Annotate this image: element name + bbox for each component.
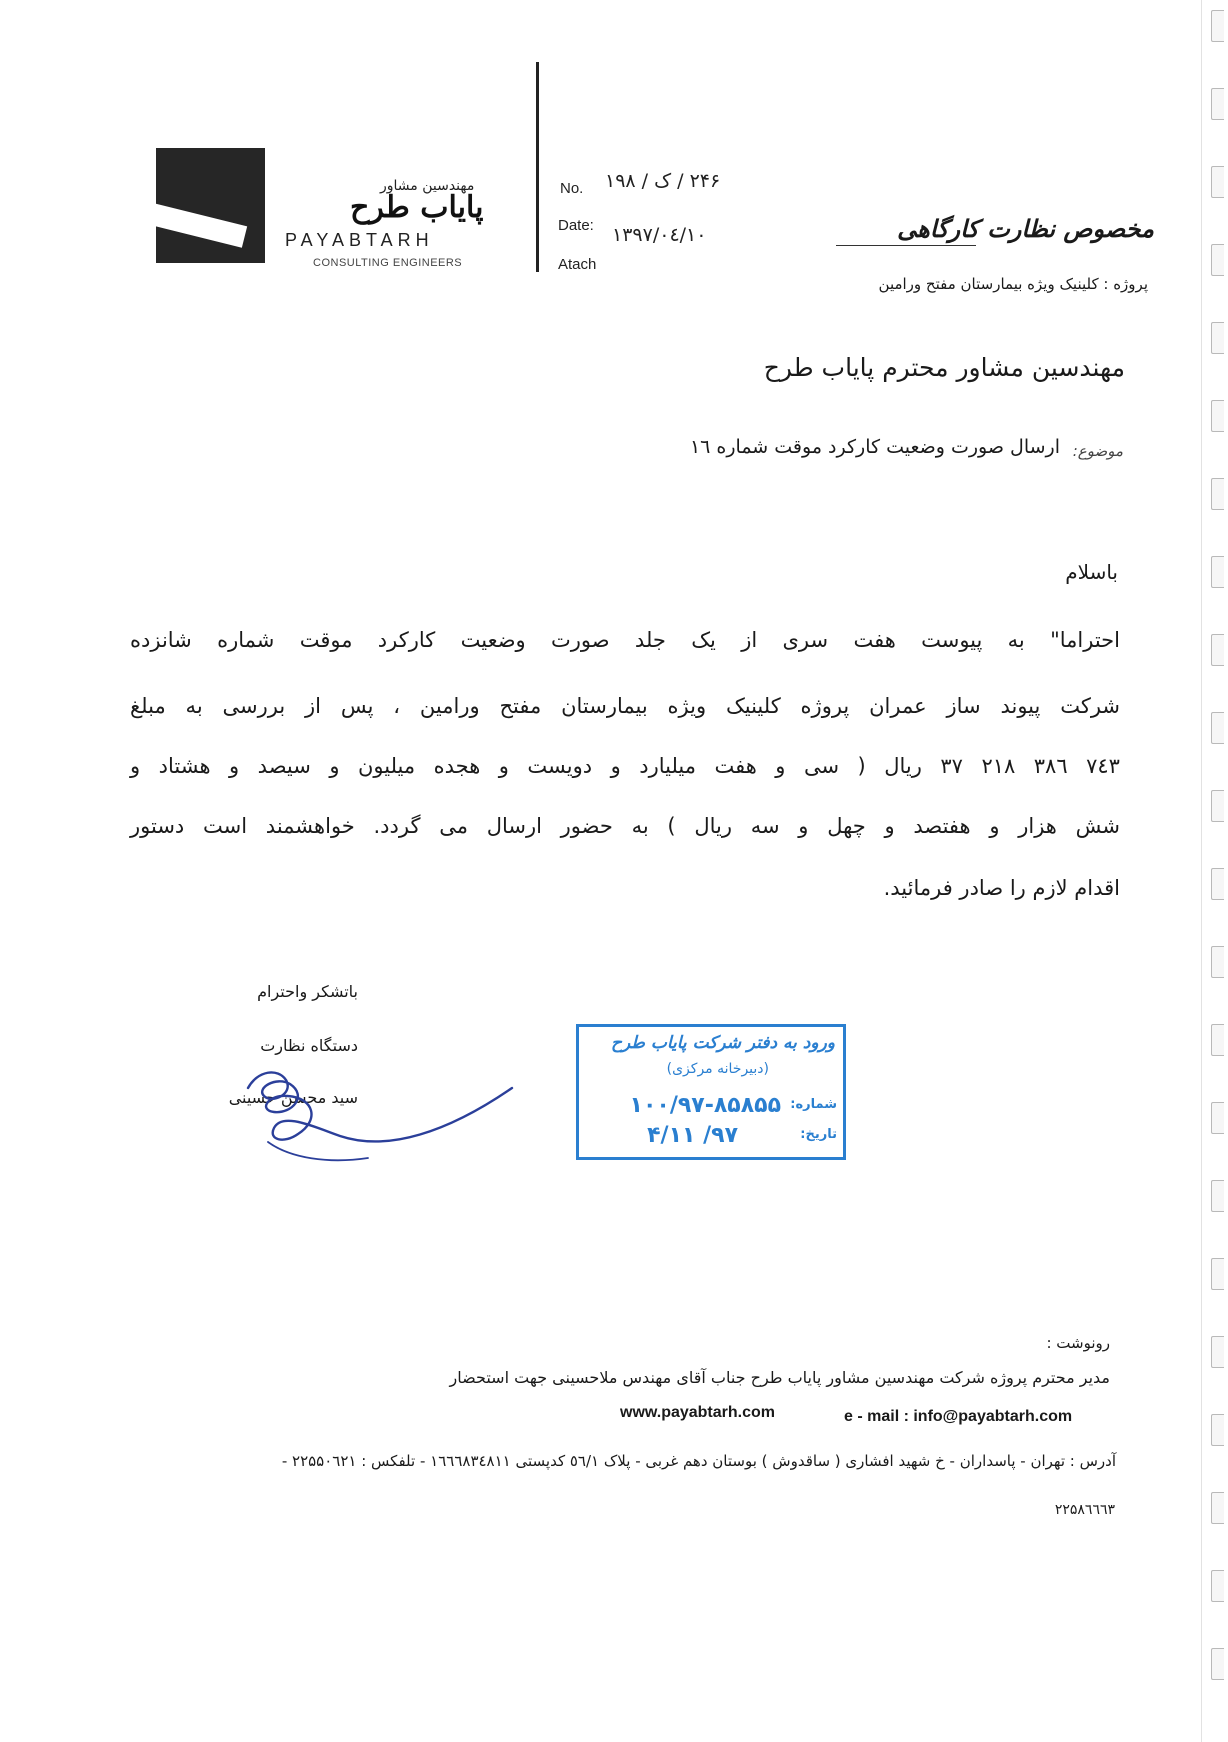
email-link[interactable]: e - mail : info@payabtarh.com — [844, 1408, 1073, 1425]
address: آدرس : تهران - پاسداران - خ شهید افشاری ( ساقدوش ) بوستان دهم غربی - پلاک ٥٦/۱ کدپستی ۱٦٦٦۸۳٤۸۱۱ - تلفکس : ۲۲۵۵۰٦۲۱ - — [281, 1452, 1116, 1470]
stamp-subtitle: (دبیرخانه مرکزی) — [666, 1061, 769, 1077]
binding-hole — [1211, 322, 1224, 354]
company-logo — [156, 148, 265, 263]
binding-hole — [1211, 634, 1224, 666]
binding-hole — [1211, 1180, 1224, 1212]
address-phone-continued: ۲۲۵۸٦٦٦۳ — [1054, 1502, 1115, 1518]
logo-stripe — [156, 202, 247, 248]
binding-hole — [1211, 1258, 1224, 1290]
no-label: No. — [560, 180, 584, 197]
logo-subtitle-fa: مهندسین مشاور — [380, 178, 475, 194]
header-title: مخصوص نظارت کارگاهی — [897, 214, 1154, 243]
binding-hole — [1211, 478, 1224, 510]
binding-hole — [1211, 1648, 1224, 1680]
body-line: شرکت پیوند ساز عمران پروژه کلینیک ویژه بیمارستان مفتح ورامین ، پس از بررسی به مبلغ — [130, 694, 1120, 718]
signer-name: سید محسن حسینی — [228, 1088, 358, 1107]
logo-company-name-fa: پایاب طرح — [350, 190, 484, 225]
stamp-number-label: شماره: — [790, 1097, 837, 1112]
binding-hole — [1211, 556, 1224, 588]
binding-hole — [1211, 166, 1224, 198]
binding-hole — [1211, 712, 1224, 744]
binding-hole — [1211, 244, 1224, 276]
binding-hole — [1211, 1570, 1224, 1602]
subject-text: ارسال صورت وضعیت کارکرد موقت شماره ۱٦ — [689, 436, 1060, 458]
body-line: اقدام لازم را صادر فرمائید. — [883, 876, 1120, 900]
header-divider — [536, 62, 539, 272]
letter-date: ۱۳۹۷/۰٤/۱۰ — [612, 224, 707, 246]
stamp-date: ۹۷/ ۴/۱۱ — [647, 1123, 738, 1148]
closing-regards: باتشکر واحترام — [257, 982, 358, 1001]
body-line: احتراما" به پیوست هفت سری از یک جلد صورت وضعیت کارکرد موقت شماره شانزده — [130, 628, 1120, 652]
binding-hole — [1211, 400, 1224, 432]
logo-company-name-en: PAYABTARH — [285, 230, 434, 250]
handwritten-signature — [228, 1040, 518, 1180]
cc-label: رونوشت : — [1046, 1334, 1110, 1352]
binding-hole — [1211, 1492, 1224, 1524]
binding-hole — [1211, 88, 1224, 120]
letter-number: ۲۴۶ / ک / ۱۹۸ — [605, 170, 721, 192]
cc-text: مدیر محترم پروژه شرکت مهندسین مشاور پایاب طرح جناب آقای مهندس ملاحسینی جهت استحضار — [449, 1368, 1110, 1387]
project-line: پروژه : کلینیک ویژه بیمارستان مفتح ورامین — [878, 275, 1148, 293]
attach-label: Atach — [558, 256, 597, 273]
stamp-date-label: تاریخ: — [800, 1127, 837, 1142]
website-link[interactable]: www.payabtarh.com — [620, 1404, 775, 1421]
salutation: باسلام — [1065, 560, 1118, 584]
subject-label: موضوع: — [1072, 442, 1123, 460]
binding-hole — [1211, 946, 1224, 978]
received-stamp — [576, 1024, 846, 1160]
page-edge-line — [1201, 0, 1202, 1742]
binding-hole — [1211, 868, 1224, 900]
binding-hole — [1211, 1024, 1224, 1056]
header-underline — [836, 245, 976, 246]
closing-org: دستگاه نظارت — [260, 1036, 358, 1055]
body-line: شش هزار و هفتصد و چهل و سه ریال ) به حضور ارسال می گردد. خواهشمند است دستور — [130, 814, 1120, 838]
binding-hole — [1211, 1414, 1224, 1446]
stamp-title: ورود به دفتر شرکت پایاب طرح — [611, 1033, 835, 1053]
binding-hole — [1211, 1102, 1224, 1134]
stamp-number: ۱۰۰/۹۷-۸۵۸۵۵ — [629, 1093, 781, 1118]
binding-hole — [1211, 1336, 1224, 1368]
logo-tagline-en: CONSULTING ENGINEERS — [313, 257, 463, 269]
binding-hole — [1211, 790, 1224, 822]
binding-hole — [1211, 10, 1224, 42]
date-label: Date: — [558, 217, 594, 234]
recipient: مهندسین مشاور محترم پایاب طرح — [763, 353, 1125, 382]
body-line: ۷٤۳ ۳۸٦ ۲۱۸ ۳۷ ریال ( سی و هفت میلیارد و دویست و هجده میلیون و سیصد و هشتاد و — [130, 754, 1120, 778]
